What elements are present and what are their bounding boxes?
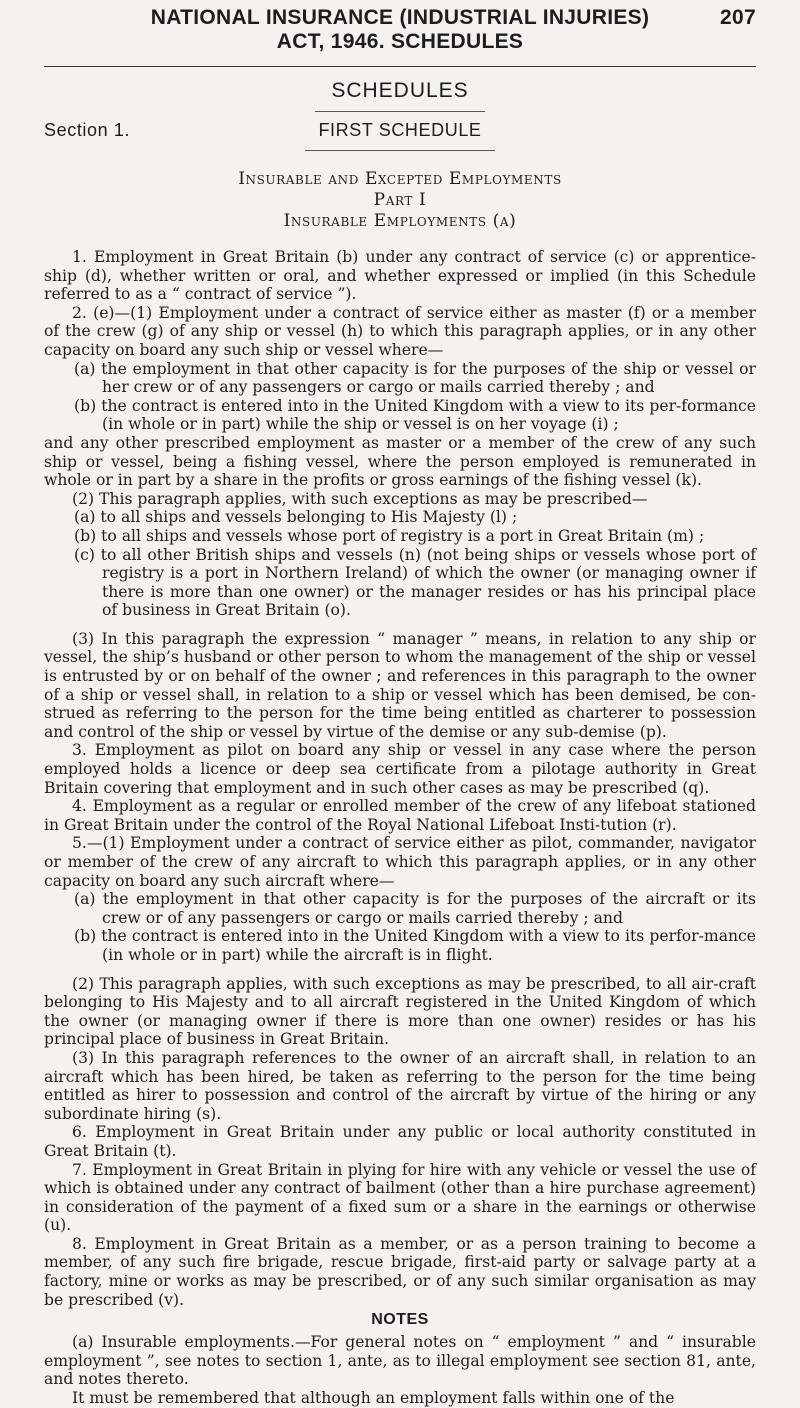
running-head-title-line1: NATIONAL INSURANCE (INDUSTRIAL INJURIES) xyxy=(150,6,650,29)
schedule-paragraph: and any other prescribed employment as master or a member of the crew of any such ship or vessel, being a fishing vessel, where the person employed is remunerated in whole or in part by a share in the profits or gross earnings of the fishing vessel (k). xyxy=(44,433,756,490)
schedule-title: FIRST SCHEDULE xyxy=(318,120,482,140)
schedule-paragraph: (3) In this paragraph references to the owner of an aircraft shall, in relation to an aircraft which has been hired, be taken as referring to the person for the time being entitled as hirer to possession and control of the aircraft by virtue of the hiring or any subordinate hiring (s). xyxy=(44,1048,756,1123)
notes-body xyxy=(44,1333,756,1407)
schedule-paragraph: 4. Employment as a regular or enrolled member of the crew of any lifeboat stationed in Great Britain under the control of the Royal National Lifeboat Insti-tution (r). xyxy=(44,797,756,834)
schedule-paragraph: (a) the employment in that other capacity is for the purposes of the aircraft or its crew or of any passengers or cargo or mails carried thereby ; and xyxy=(74,890,756,927)
section-label: Section 1. xyxy=(44,120,131,140)
running-head-title-line2: ACT, 1946. SCHEDULES xyxy=(276,30,524,53)
note-paragraph: It must be remembered that although an employment falls within one of the xyxy=(72,1389,675,1408)
schedule-subtitle: Insurable and Excepted Employments xyxy=(238,169,562,189)
schedule-paragraph: (3) In this paragraph the expression “ manager ” means, in relation to any ship or vessel, the ship’s husband or other person to whom the management of the ship or vessel is entrusted by or on behalf of the owner ; and references in this paragraph to the owner of a ship or vessel shall, in relation to a ship or vessel which has been demised, be con-strued as referring to the person for the time being entitled as charterer to possession and control of the ship or vessel by virtue of the demise or any sub-demise (p). xyxy=(44,629,756,741)
notes-heading: NOTES xyxy=(371,1311,429,1329)
schedule-paragraph: (2) This paragraph applies, with such exceptions as may be prescribed— xyxy=(72,489,648,508)
schedule-paragraph: (b) the contract is entered into in the United Kingdom with a view to its per-formance (in whole or in part) while the ship or vessel is on her voyage (i) ; xyxy=(74,396,756,434)
schedule-rule xyxy=(305,150,495,151)
schedule-paragraph: 1. Employment in Great Britain (b) under any contract of service (c) or apprentice-ship (d), whether written or oral, and whether expressed or implied (in this Schedule referred to as a “ contract of service ”). xyxy=(44,248,756,304)
schedule-paragraph: 6. Employment in Great Britain under any public or local authority constituted in Great Britain (t). xyxy=(44,1123,756,1160)
schedule-paragraph: 5.—(1) Employment under a contract of service either as pilot, commander, navigator or member of the crew of any aircraft to which this paragraph applies, or in any other capacity on board any such aircraft where— xyxy=(44,834,756,890)
schedule-paragraph: (a) to all ships and vessels belonging to His Majesty (l) ; xyxy=(74,508,518,527)
schedule-paragraph: 3. Employment as pilot on board any ship or vessel in any case where the person employed holds a licence or deep sea certificate from a pilotage authority in Great Britain covering that employment and in such other cases as may be prescribed (q). xyxy=(44,741,756,797)
schedule-paragraph: 8. Employment in Great Britain as a member, or as a person training to become a member, of any such fire brigade, rescue brigade, first-aid party or salvage party at a factory, mine or works as may be prescribed, or of any such similar organisation as may be prescribed (v). xyxy=(44,1234,756,1309)
part-title: Insurable Employments (a) xyxy=(283,211,517,231)
schedule-paragraph: 2. (e)—(1) Employment under a contract of service either as master (f) or a member of the crew (g) of any ship or vessel (h) to which this paragraph applies, or in any other capacity on board any such ship or vessel where— xyxy=(44,303,756,359)
schedule-paragraph: (b) the contract is entered into in the United Kingdom with a view to its perfor-mance (in whole or in part) while the aircraft is in flight. xyxy=(74,927,756,964)
running-head-title xyxy=(88,6,712,54)
page-number: 207 xyxy=(720,6,756,29)
schedule-paragraph: (a) the employment in that other capacity is for the purposes of the ship or vessel or her crew or of any passengers or cargo or mails carried thereby ; and xyxy=(74,359,756,397)
schedule-paragraph: (b) to all ships and vessels whose port of registry is a port in Great Britain (m) ; xyxy=(74,526,705,545)
section-row xyxy=(44,120,756,144)
title-rule xyxy=(315,111,485,112)
schedule-body xyxy=(44,248,756,1309)
running-head xyxy=(44,6,756,54)
schedule-paragraph: (c) to all other British ships and vessels (n) (not being ships or vessels whose port of registry is a port in Northern Ireland) of which the owner (or managing owner if there is more than one owner) or the manager resides or has his principal place of business in Great Britain (o). xyxy=(74,545,756,620)
schedules-title: SCHEDULES xyxy=(331,79,469,102)
part-label: Part I xyxy=(373,190,427,210)
note-paragraph: (a) Insurable employments.—For general notes on “ employment ” and “ insurable employment ”, see notes to section 1, ante, as to illegal employment see section 81, ante, and notes thereto. xyxy=(44,1333,756,1389)
schedule-paragraph: (2) This paragraph applies, with such exceptions as may be prescribed, to all air-craft belonging to His Majesty and to all aircraft registered in the United Kingdom of which the owner (or managing owner if there is more than one owner) resides or has his principal place of business in Great Britain. xyxy=(44,974,756,1049)
header-rule xyxy=(44,66,756,67)
schedule-paragraph: 7. Employment in Great Britain in plying for hire with any vehicle or vessel the use of which is obtained under any contract of bailment (other than a hire purchase agreement) in consideration of the payment of a fixed sum or a share in the earnings or otherwise (u). xyxy=(44,1160,756,1235)
